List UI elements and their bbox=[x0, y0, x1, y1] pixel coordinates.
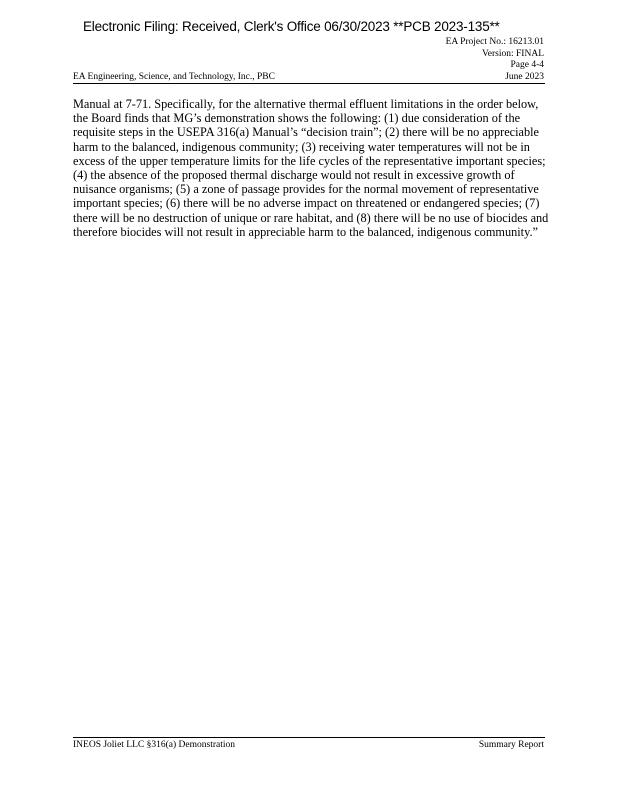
footer-document-title: INEOS Joliet LLC §316(a) Demonstration bbox=[73, 740, 236, 750]
body-line: there will be no destruction of unique or rare habitat, and (8) there will be no use of biocides and bbox=[73, 210, 549, 225]
organization-name: EA Engineering, Science, and Technology, Inc., PBC bbox=[73, 72, 275, 82]
body-line: excess of the upper temperature limits for the life cycles of the representative important species; bbox=[73, 153, 546, 168]
body-line: (4) the absence of the proposed thermal discharge would not result in excessive growth of bbox=[73, 168, 515, 183]
header-meta bbox=[304, 37, 544, 72]
body-line: therefore biocides will not result in appreciable harm to the balanced, indigenous community.” bbox=[73, 224, 538, 239]
body-line: Manual at 7-71. Specifically, for the alternative thermal effluent limitations in the order below, bbox=[73, 97, 539, 111]
body-line: the Board finds that MG’s demonstration shows the following: (1) due consideration of the bbox=[73, 111, 521, 126]
footer-report-type: Summary Report bbox=[478, 740, 544, 750]
project-number: EA Project No.: 16213.01 bbox=[445, 37, 544, 47]
body-paragraph bbox=[73, 97, 596, 239]
body-line: nuisance organisms; (5) a zone of passage provides for the normal movement of representative bbox=[73, 182, 539, 197]
footer-rule bbox=[73, 737, 545, 738]
body-line: important species; (6) there will be no adverse impact on threatened or endangered species; (7) bbox=[73, 196, 540, 211]
header-rule bbox=[73, 83, 545, 84]
body-line: harm to the balanced, indigenous community; (3) receiving water temperatures will not be in bbox=[73, 139, 530, 154]
filing-stamp: Electronic Filing: Received, Clerk's Office 06/30/2023 **PCB 2023-135** bbox=[83, 19, 500, 34]
body-line: requisite steps in the USEPA 316(a) Manual’s “decision train”; (2) there will be no appreciable bbox=[73, 125, 540, 140]
report-date: June 2023 bbox=[505, 72, 544, 82]
page-number: Page 4-4 bbox=[510, 60, 544, 70]
version: Version: FINAL bbox=[481, 48, 544, 59]
